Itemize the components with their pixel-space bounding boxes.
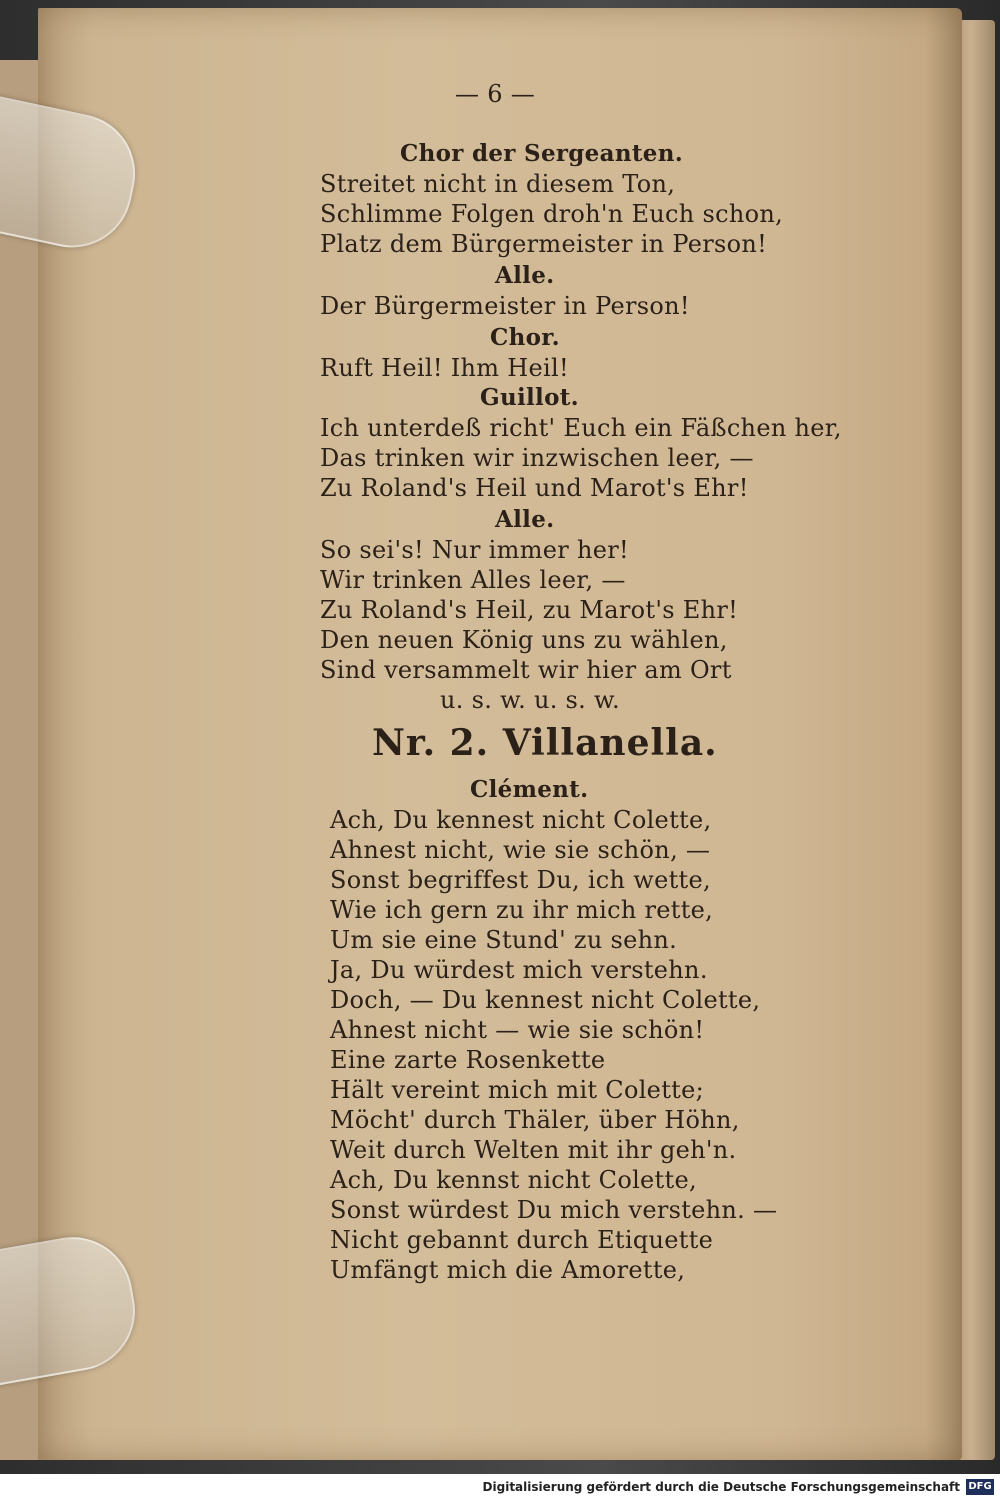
verse-line: Möcht' durch Thäler, über Höhn, [330, 1106, 740, 1134]
verse-line: Zu Roland's Heil, zu Marot's Ehr! [320, 596, 739, 624]
digitization-footer [0, 1474, 1000, 1502]
verse-line: Der Bürgermeister in Person! [320, 292, 690, 320]
verse-line: Ach, Du kennst nicht Colette, [330, 1166, 697, 1194]
speaker-chor-der-sergeanten: Chor der Sergeanten. [400, 140, 684, 167]
page-number: — 6 — [455, 80, 536, 108]
verse-line: Ach, Du kennest nicht Colette, [330, 806, 712, 834]
section-title: Nr. 2. Villanella. [372, 722, 718, 764]
verse-line: Den neuen König uns zu wählen, [320, 626, 728, 654]
verse-line: Wir trinken Alles leer, — [320, 566, 626, 594]
verse-line: Ruft Heil! Ihm Heil! [320, 354, 569, 382]
verse-line: Ahnest nicht — wie sie schön! [330, 1016, 705, 1044]
verse-line: Umfängt mich die Amorette, [330, 1256, 686, 1284]
verse-line: Nicht gebannt durch Etiquette [330, 1226, 714, 1254]
verse-line: Sonst würdest Du mich verstehn. — [330, 1196, 778, 1224]
footer-credit: Digitalisierung gefördert durch die Deutsche Forschungsgemeinschaft [482, 1480, 960, 1494]
verse-line: Eine zarte Rosenkette [330, 1046, 606, 1074]
verse-line: Wie ich gern zu ihr mich rette, [330, 896, 714, 924]
verse-line: So sei's! Nur immer her! [320, 536, 629, 564]
verse-line: Ja, Du würdest mich verstehn. [330, 956, 708, 984]
verse-line: Sonst begriffest Du, ich wette, [330, 866, 711, 894]
verse-line: Zu Roland's Heil und Marot's Ehr! [320, 474, 749, 502]
verse-line: Weit durch Welten mit ihr geh'n. [330, 1136, 737, 1164]
speaker-chor: Chor. [490, 324, 560, 351]
verse-line: Um sie eine Stund' zu sehn. [330, 926, 678, 954]
verse-line: Platz dem Bürgermeister in Person! [320, 230, 768, 258]
verse-line: Schlimme Folgen droh'n Euch schon, [320, 200, 784, 228]
verse-line: Ich unterdeß richt' Euch ein Fäßchen her, [320, 414, 842, 442]
verse-line: Das trinken wir inzwischen leer, — [320, 444, 754, 472]
verse-line: Doch, — Du kennest nicht Colette, [330, 986, 761, 1014]
closing-usw: u. s. w. u. s. w. [440, 686, 620, 714]
speaker-guillot: Guillot. [480, 384, 579, 411]
verse-line: Streitet nicht in diesem Ton, [320, 170, 676, 198]
speaker-alle: Alle. [495, 506, 555, 533]
verse-line: Sind versammelt wir hier am Ort [320, 656, 732, 684]
verse-line: Ahnest nicht, wie sie schön, — [330, 836, 711, 864]
speaker-clement: Clément. [470, 776, 589, 803]
dfg-logo: DFG [966, 1479, 994, 1495]
speaker-alle: Alle. [495, 262, 555, 289]
verse-line: Hält vereint mich mit Colette; [330, 1076, 704, 1104]
